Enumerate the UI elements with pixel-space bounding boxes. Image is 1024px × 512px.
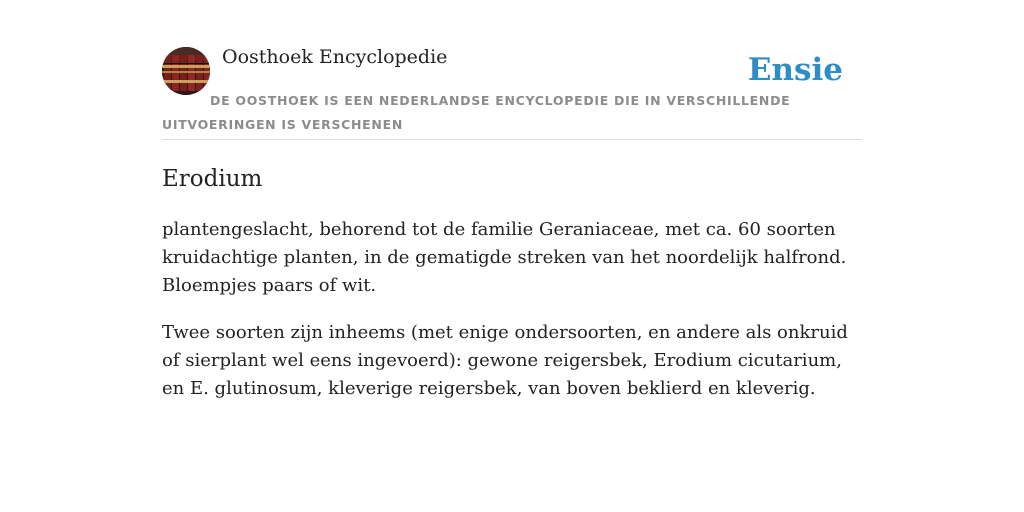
article-title: Erodium (162, 166, 263, 192)
site-tagline: DE OOSTHOEK IS EEN NEDERLANDSE ENCYCLOPEDIE DIE IN VERSCHILLENDE UITVOERINGEN IS VERSCHENEN (162, 93, 791, 132)
site-title[interactable]: Oosthoek Encyclopedie (222, 46, 448, 68)
brand-logo-link[interactable]: Ensie (747, 52, 843, 88)
article-paragraph-2: Twee soorten zijn inheems (met enige ondersoorten, en andere als onkruid of sierplant wel eens ingevoerd): gewone reigersbek, Erodium cicutarium, en E. glutinosum, kleverige reigersbek, van boven beklierd en kleverig. (162, 322, 848, 399)
book-spines-avatar-icon[interactable] (162, 47, 210, 95)
article-paragraph-1: plantengeslacht, behorend tot de familie Geraniaceae, met ca. 60 soorten kruidachtige planten, in de gematigde streken van het noordelijk halfrond. Bloempjes paars of wit. (162, 219, 847, 296)
site-header (162, 0, 862, 140)
page (162, 0, 862, 512)
